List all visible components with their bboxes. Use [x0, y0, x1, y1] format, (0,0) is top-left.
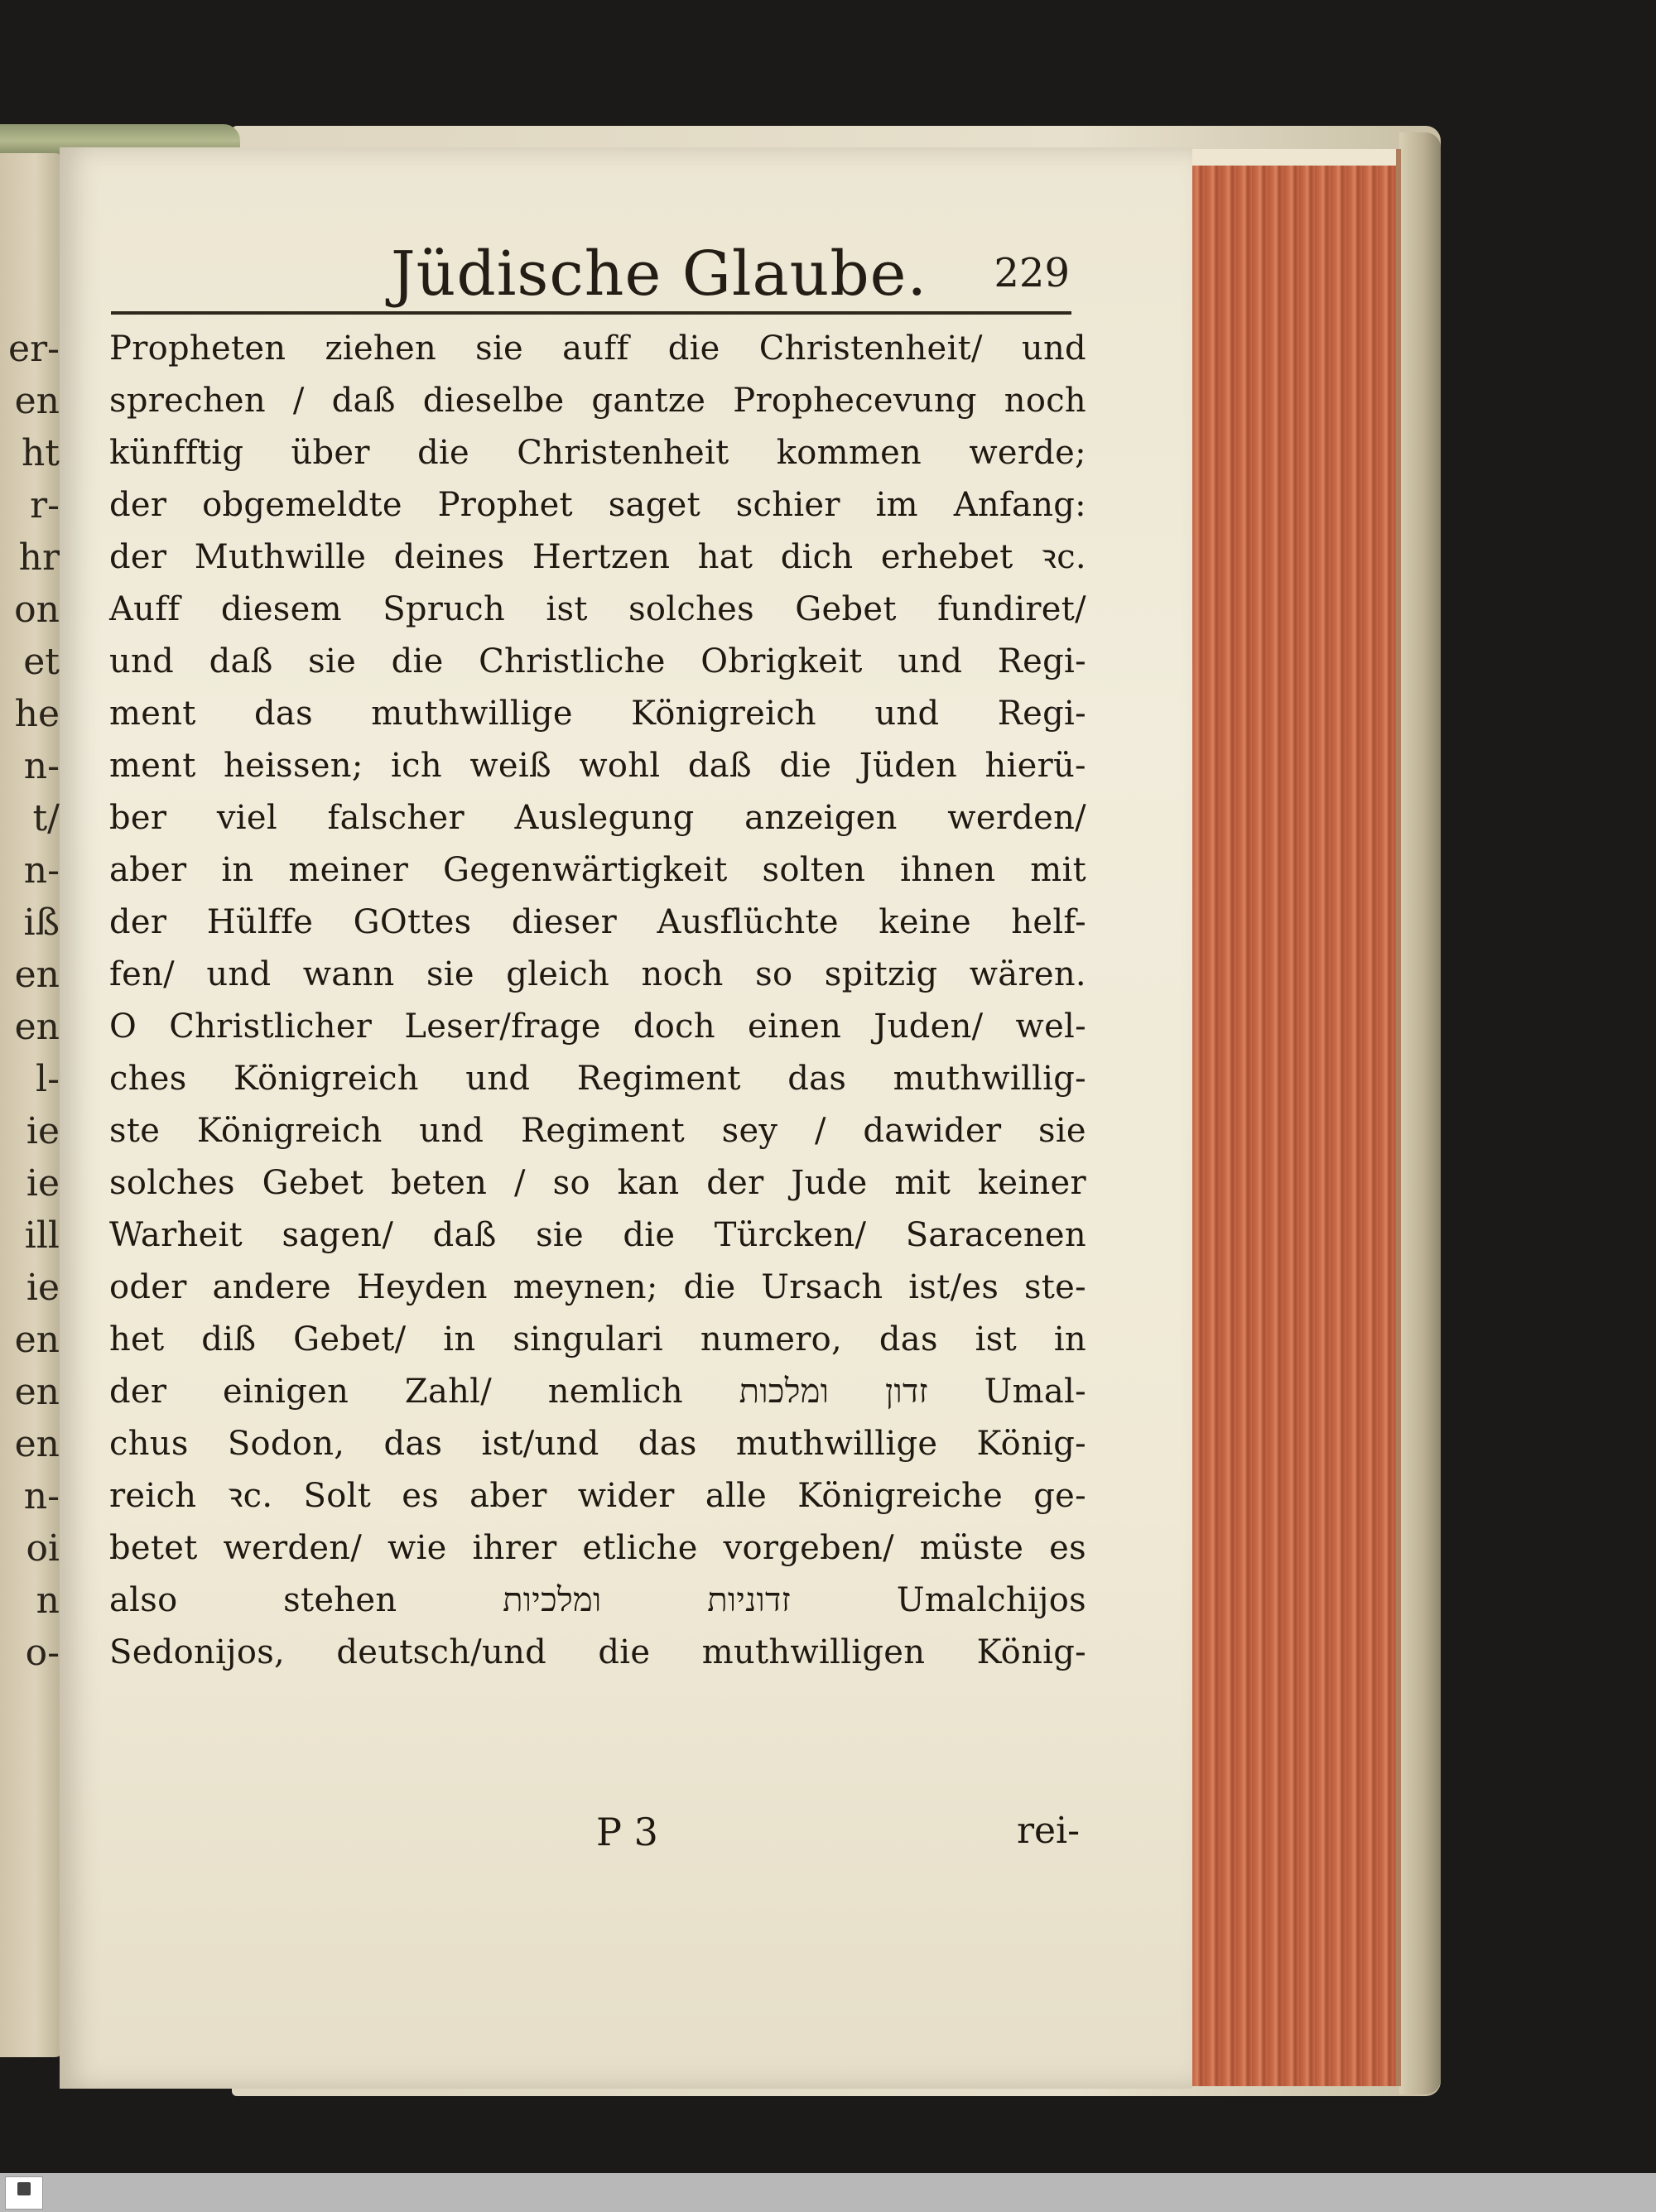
text-line: het diß Gebet/ in singulari numero, das ist in [109, 1320, 1086, 1358]
previous-page-fragment: n- [23, 1475, 60, 1517]
text-line: reich ꝛc. Solt es aber wider alle Königreiche ge- [109, 1477, 1086, 1515]
text-line: aber in meiner Gegenwärtigkeit solten ihnen mit [109, 851, 1086, 889]
previous-page-fragment: r- [30, 484, 60, 527]
previous-page-fragment: hr [18, 536, 60, 579]
previous-page-fragment: ie [26, 1267, 60, 1309]
book-cover-edge [1399, 132, 1441, 2094]
previous-page-fragment: ie [26, 1162, 60, 1205]
previous-page-fragment: ht [21, 432, 60, 474]
text-line: der Muthwille deines Hertzen hat dich erhebet ꝛc. [109, 538, 1086, 576]
previous-page-fragment: he [14, 693, 60, 735]
previous-page-fragment: en [14, 1371, 60, 1413]
previous-page-fragment: en [14, 380, 60, 422]
previous-page-fragment: er- [8, 328, 60, 370]
body-text [109, 323, 1086, 1679]
previous-page-fragment: ie [26, 1110, 60, 1152]
text-line: der Hülffe GOttes dieser Ausflüchte keine helf- [109, 903, 1086, 941]
previous-page-fragment: en [14, 954, 60, 996]
text-line: ber viel falscher Auslegung anzeigen werden/ [109, 799, 1086, 837]
text-line: O Christlicher Leser/frage doch einen Juden/ wel- [109, 1007, 1086, 1046]
previous-page-fragment: n [36, 1580, 60, 1622]
text-line: Warheit sagen/ daß sie die Türcken/ Saracenen [109, 1216, 1086, 1254]
previous-page-fragment: t/ [32, 797, 60, 839]
previous-page-fragment: n- [23, 745, 60, 787]
previous-page-fragment: et [23, 641, 60, 683]
text-line: künfftig über die Christenheit kommen werde; [109, 434, 1086, 472]
text-line: Sedonijos, deutsch/und die muthwilligen König- [109, 1633, 1086, 1671]
text-line: also stehen ומלכיות זדוניות Umalchijos [109, 1581, 1086, 1619]
previous-page-fragment: en [14, 1319, 60, 1361]
previous-page-edge [0, 153, 65, 2057]
catchword: rei- [1016, 1810, 1080, 1852]
viewer-bottom-bar [0, 2173, 1656, 2212]
book-page [60, 147, 1192, 2089]
text-line: Auff diesem Spruch ist solches Gebet fundiret/ [109, 590, 1086, 628]
text-line: sprechen / daß dieselbe gantze Prophecevung noch [109, 382, 1086, 420]
previous-page-fragment: l- [36, 1058, 60, 1100]
text-line: ches Königreich und Regiment das muthwillig- [109, 1060, 1086, 1098]
previous-page-fragment: n- [23, 849, 60, 892]
text-line: Propheten ziehen sie auff die Christenheit/ und [109, 329, 1086, 368]
header-rule [111, 311, 1071, 315]
previous-page-fragment: o- [25, 1632, 60, 1674]
text-line: der obgemeldte Prophet saget schier im Anfang: [109, 486, 1086, 524]
previous-page-fragment: iß [23, 902, 60, 944]
page-fore-edge [1189, 149, 1401, 2086]
text-line: fen/ und wann sie gleich noch so spitzig wären. [109, 955, 1086, 993]
text-line: der einigen Zahl/ nemlich ומלכות זדון Umal- [109, 1373, 1086, 1411]
text-line: betet werden/ wie ihrer etliche vorgeben/ müste es [109, 1529, 1086, 1567]
page-footer [109, 1803, 1086, 1869]
text-line: oder andere Heyden meynen; die Ursach ist/es ste- [109, 1268, 1086, 1306]
text-line: ment heissen; ich weiß wohl daß die Jüden hierü- [109, 747, 1086, 785]
text-line: solches Gebet beten / so kan der Jude mit keiner [109, 1164, 1086, 1202]
signature-mark: P 3 [596, 1810, 658, 1854]
text-line: chus Sodon, das ist/und das muthwillige König- [109, 1425, 1086, 1463]
previous-page-fragment: en [14, 1006, 60, 1048]
library-logo-icon [5, 2176, 43, 2210]
text-line: ment das muthwillige Königreich und Regi- [109, 695, 1086, 733]
previous-page-fragment: oi [26, 1527, 60, 1570]
text-line: und daß sie die Christliche Obrigkeit und Regi- [109, 642, 1086, 680]
page-number: 229 [994, 250, 1070, 296]
previous-page-fragment: en [14, 1423, 60, 1465]
running-title: Jüdische Glaube. [391, 238, 927, 310]
text-line: ste Königreich und Regiment sey / dawider sie [109, 1112, 1086, 1150]
previous-page-fragment: ill [24, 1214, 60, 1257]
previous-page-fragment: on [14, 589, 60, 631]
